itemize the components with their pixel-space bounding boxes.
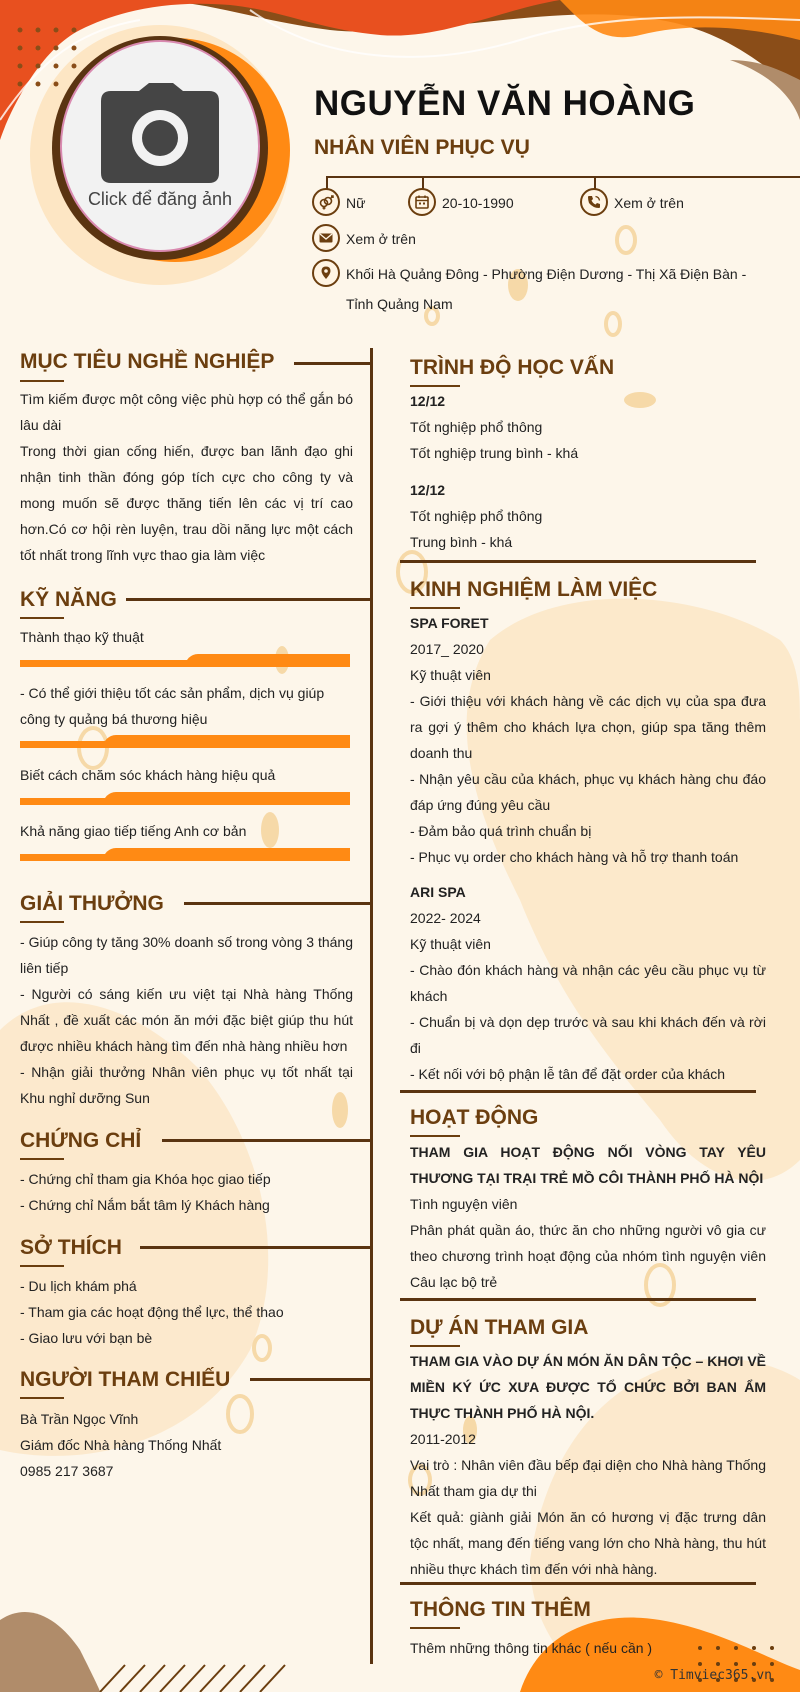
project-result: Kết quả: giành giải Món ăn có hương vị đặc trưng dân tộc nhất, mang đến tiếng vang lớn cho Nhà hàng, thu hút nhiều thực khách tìm đến với nhà hàng.: [410, 1509, 766, 1577]
job-task: - Chuẩn bị và dọn dẹp trước và sau khi khách đến và rời đi: [410, 1014, 766, 1056]
job-task: - Kết nối với bộ phận lễ tân để đặt order của khách: [410, 1066, 726, 1082]
education-entry: [410, 477, 770, 555]
skill-bar: [20, 848, 350, 861]
skill-label: Biết cách chăm sóc khách hàng hiệu quả: [20, 767, 276, 783]
hobbies-text: [20, 1273, 353, 1351]
section-rule: [400, 1090, 756, 1093]
job-task: - Chào đón khách hàng và nhận các yêu cầu phục vụ từ khách: [410, 962, 766, 1004]
references-title: NGƯỜI THAM CHIẾU: [20, 1368, 231, 1391]
education-title: TRÌNH ĐỘ HỌC VẤN: [410, 356, 615, 379]
hobbies-title: SỞ THÍCH: [20, 1236, 122, 1259]
calendar-icon: [408, 188, 436, 216]
title-underline: [20, 1265, 64, 1267]
award-item: - Nhận giải thưởng Nhân viên phục vụ tốt nhất tại Khu nghỉ dưỡng Sun: [20, 1064, 353, 1106]
email-value: Xem ở trên: [346, 231, 416, 247]
birthday-info: [408, 188, 514, 218]
job-task: - Đảm bảo quá trình chuẩn bị: [410, 823, 592, 839]
hobby-item: - Du lịch khám phá: [20, 1278, 137, 1294]
location-pin-icon: [312, 259, 340, 287]
birthday-value: 20-10-1990: [442, 195, 514, 211]
title-underline: [410, 1627, 460, 1629]
hobby-item: - Giao lưu với bạn bè: [20, 1330, 153, 1346]
skill-bar: [20, 735, 350, 748]
skill-bar-fill: [103, 848, 351, 861]
job-task: - Nhận yêu cầu của khách, phục vụ khách hàng chu đáo đáp ứng đúng yêu cầu: [410, 771, 766, 813]
phone-info: [580, 188, 684, 218]
education-school: Tốt nghiệp phổ thông: [410, 508, 543, 524]
experience-title: KINH NGHIỆM LÀM VIỆC: [410, 578, 658, 601]
certificate-item: - Chứng chỉ tham gia Khóa học giao tiếp: [20, 1171, 271, 1187]
title-underline: [410, 385, 460, 387]
section-rule: [400, 1298, 756, 1301]
section-rule: [140, 1246, 372, 1249]
title-underline: [410, 607, 460, 609]
education-result: Tốt nghiệp trung bình - khá: [410, 445, 579, 461]
additional-title: THÔNG TIN THÊM: [410, 1598, 591, 1621]
job-position: Kỹ thuật viên: [410, 936, 491, 952]
email-info: [312, 224, 416, 254]
section-rule: [126, 598, 372, 601]
skill-bar-fill: [103, 792, 351, 805]
experience-job: [410, 610, 766, 870]
section-rule: [162, 1139, 372, 1142]
job-task: - Phục vụ order cho khách hàng và hỗ trợ thanh toán: [410, 849, 739, 865]
phone-icon: [580, 188, 608, 216]
skill-bar: [20, 654, 350, 667]
awards-title: GIẢI THƯỞNG: [20, 892, 164, 915]
title-underline: [20, 1158, 64, 1160]
activities-title: HOẠT ĐỘNG: [410, 1106, 539, 1129]
section-rule: [400, 1582, 756, 1585]
project-heading: THAM GIA VÀO DỰ ÁN MÓN ĂN DÂN TỘC – KHƠI VỀ MIỀN KÝ ỨC XƯA ĐƯỢC TỔ CHỨC BỞI BAN ẨM THỰC THÀNH PHỐ HÀ NỘI.: [410, 1353, 766, 1421]
job-period: 2017_ 2020: [410, 641, 484, 657]
job-period: 2022- 2024: [410, 910, 481, 926]
section-rule: [250, 1378, 372, 1381]
education-date: 12/12: [410, 393, 446, 409]
certificates-text: [20, 1166, 353, 1218]
candidate-name: NGUYỄN VĂN HOÀNG: [314, 84, 696, 123]
address-value: Khối Hà Quảng Đông - Phường Điện Dương - Thị Xã Điện Bàn - Tỉnh Quảng Nam: [346, 266, 747, 312]
projects-text: [410, 1348, 766, 1582]
title-underline: [410, 1135, 460, 1137]
skill-bar-fill: [103, 735, 351, 748]
award-item: - Giúp công ty tăng 30% doanh số trong vòng 3 tháng liên tiếp: [20, 934, 353, 976]
awards-text: [20, 929, 353, 1111]
phone-value: Xem ở trên: [614, 195, 684, 211]
objective-paragraph: Tìm kiếm được một công việc phù hợp có thể gắn bó lâu dài: [20, 391, 353, 433]
skill-label: Thành thạo kỹ thuật: [20, 629, 144, 645]
reference-line: 0985 217 3687: [20, 1463, 114, 1479]
activity-description: Phân phát quần áo, thức ăn cho những người vô gia cư theo chương trình hoạt động của nhóm tình nguyện viên Câu lạc bộ trẻ: [410, 1222, 766, 1290]
skill-label: Khả năng giao tiếp tiếng Anh cơ bản: [20, 823, 247, 839]
education-school: Tốt nghiệp phổ thông: [410, 419, 543, 435]
activity-heading: THAM GIA HOẠT ĐỘNG NỐI VÒNG TAY YÊU THƯƠNG TẠI TRẠI TRẺ MỒ CÔI THÀNH PHỐ HÀ NỘI: [410, 1144, 766, 1186]
award-item: - Người có sáng kiến ưu việt tại Nhà hàng Thống Nhất , đề xuất các món ăn mới đặc biệt giúp thu hút được nhiều khách hàng tìm đến nhà hàng nhiều hơn: [20, 986, 353, 1054]
title-underline: [410, 1345, 460, 1347]
title-underline: [20, 921, 64, 923]
address-info: [312, 259, 772, 319]
projects-title: DỰ ÁN THAM GIA: [410, 1316, 589, 1339]
additional-text: Thêm những thông tin khác ( nếu cần ): [410, 1640, 653, 1656]
envelope-icon: [312, 224, 340, 252]
certificate-item: - Chứng chỉ Nắm bắt tâm lý Khách hàng: [20, 1197, 270, 1213]
section-rule: [294, 362, 372, 365]
watermark: © Timviec365.vn: [654, 1668, 772, 1683]
project-period: 2011-2012: [410, 1431, 476, 1447]
education-date: 12/12: [410, 482, 446, 498]
skill-label: - Có thể giới thiệu tốt các sản phẩm, dịch vụ giúp công ty quảng bá thương hiệu: [20, 685, 325, 727]
company-name: ARI SPA: [410, 884, 466, 900]
camera-icon: [101, 83, 219, 183]
title-underline: [20, 617, 64, 619]
avatar-caption: Click để đăng ảnh: [87, 188, 233, 209]
objective-paragraph: Trong thời gian cống hiến, được ban lãnh đạo ghi nhận tinh thần đóng góp tích cực cho công ty và mong muốn sẽ được thăng tiến lên các vị trí cao hơn.Có cơ hội rèn luyện, trau dồi năng lực một cách tốt nhất trong lĩnh vực thao gia làm việc: [20, 443, 353, 563]
job-task: - Giới thiệu với khách hàng về các dịch vụ của spa đưa ra gợi ý thêm cho khách lựa chọn, giúp spa tăng thêm doanh thu: [410, 693, 766, 761]
gender-info: [312, 188, 365, 218]
certificates-title: CHỨNG CHỈ: [20, 1129, 142, 1152]
hobby-item: - Tham gia các hoạt động thể lực, thể thao: [20, 1304, 284, 1320]
timeline-spine: [370, 348, 373, 1664]
education-entry: [410, 388, 770, 466]
section-rule: [184, 902, 372, 905]
reference-line: Bà Trần Ngọc Vĩnh: [20, 1411, 139, 1427]
company-name: SPA FORET: [410, 615, 489, 631]
objective-title: MỤC TIÊU NGHỀ NGHIỆP: [20, 350, 275, 373]
skill-bar-fill: [185, 654, 350, 667]
project-role: Vai trò : Nhân viên đầu bếp đại diện cho Nhà hàng Thống Nhất tham gia dự thi: [410, 1457, 766, 1499]
activity-role: Tình nguyện viên: [410, 1196, 518, 1212]
education-result: Trung bình - khá: [410, 534, 513, 550]
objective-text: [20, 386, 353, 568]
gender-value: Nữ: [346, 195, 366, 211]
skill-bar: [20, 792, 350, 805]
job-position: Kỹ thuật viên: [410, 667, 491, 683]
header-divider: [326, 176, 800, 178]
avatar-upload[interactable]: [60, 40, 260, 252]
title-underline: [20, 380, 64, 382]
section-rule: [400, 560, 756, 563]
skills-title: KỸ NĂNG: [20, 588, 117, 611]
gender-icon: [312, 188, 340, 216]
reference-line: Giám đốc Nhà hàng Thống Nhất: [20, 1437, 222, 1453]
references-text: [20, 1406, 353, 1484]
activities-text: [410, 1139, 766, 1295]
title-underline: [20, 1397, 64, 1399]
job-title: NHÂN VIÊN PHỤC VỤ: [314, 136, 530, 159]
experience-job: [410, 879, 766, 1087]
